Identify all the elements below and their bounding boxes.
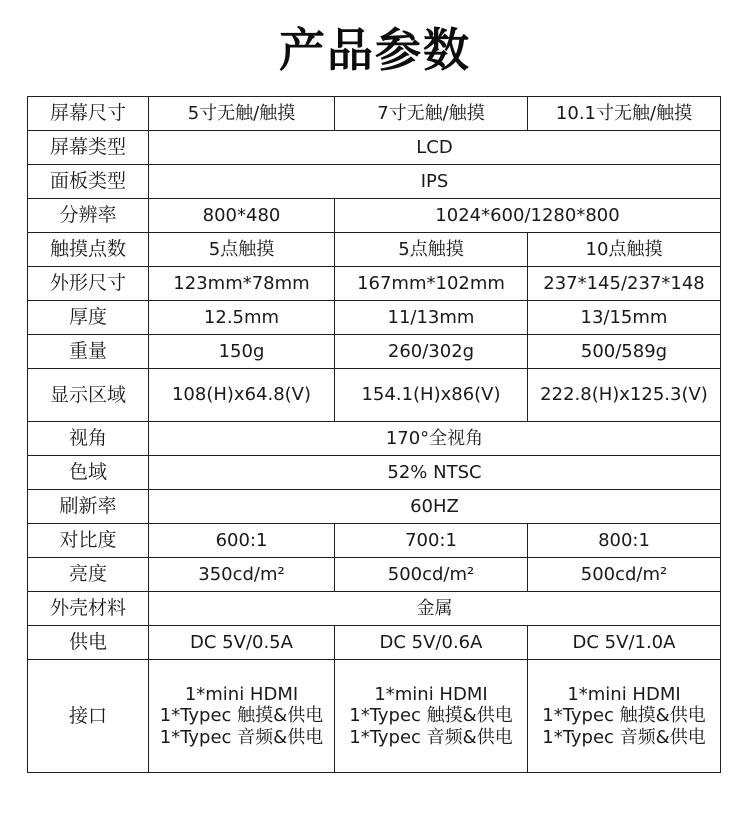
row-label: 亮度 xyxy=(28,558,149,592)
table-cell: 13/15mm xyxy=(528,301,721,335)
row-label: 面板类型 xyxy=(28,165,149,199)
interface-line: 1*mini HDMI xyxy=(374,683,488,705)
table-row xyxy=(28,592,721,626)
table-cell: 500cd/m² xyxy=(528,558,721,592)
table-row xyxy=(28,626,721,660)
row-label: 重量 xyxy=(28,335,149,369)
table-row xyxy=(28,199,721,233)
table-cell: 7寸无触/触摸 xyxy=(335,97,528,131)
interface-line: 1*Typec 音频&供电 xyxy=(349,726,513,748)
table-cell xyxy=(528,660,721,773)
table-row xyxy=(28,490,721,524)
table-cell: 5点触摸 xyxy=(335,233,528,267)
table-cell: 1024*600/1280*800 xyxy=(335,199,721,233)
table-cell: 500cd/m² xyxy=(335,558,528,592)
table-cell: 60HZ xyxy=(149,490,721,524)
table-cell: 170°全视角 xyxy=(149,422,721,456)
table-row xyxy=(28,558,721,592)
row-label: 供电 xyxy=(28,626,149,660)
table-row xyxy=(28,660,721,773)
table-cell: 123mm*78mm xyxy=(149,267,335,301)
interface-line: 1*Typec 触摸&供电 xyxy=(542,705,706,727)
table-cell: 800*480 xyxy=(149,199,335,233)
table-cell: 167mm*102mm xyxy=(335,267,528,301)
table-cell: 154.1(H)x86(V) xyxy=(335,369,528,422)
table-cell: 12.5mm xyxy=(149,301,335,335)
interface-line: 1*mini HDMI xyxy=(184,683,299,705)
spec-table xyxy=(27,96,721,773)
table-row xyxy=(28,97,721,131)
table-cell: DC 5V/0.6A xyxy=(335,626,528,660)
table-cell xyxy=(149,660,335,773)
row-label: 触摸点数 xyxy=(28,233,149,267)
table-cell: 108(H)x64.8(V) xyxy=(149,369,335,422)
table-cell: IPS xyxy=(149,165,721,199)
table-cell: 350cd/m² xyxy=(149,558,335,592)
table-cell: 222.8(H)x125.3(V) xyxy=(528,369,721,422)
table-cell: 52% NTSC xyxy=(149,456,721,490)
row-label: 分辨率 xyxy=(28,199,149,233)
table-cell: 5寸无触/触摸 xyxy=(149,97,335,131)
table-row xyxy=(28,369,721,422)
interface-line: 1*mini HDMI xyxy=(567,683,681,705)
table-cell: 800:1 xyxy=(528,524,721,558)
table-cell: 150g xyxy=(149,335,335,369)
row-label: 外形尺寸 xyxy=(28,267,149,301)
row-label: 屏幕类型 xyxy=(28,131,149,165)
table-cell: 5点触摸 xyxy=(149,233,335,267)
row-label: 刷新率 xyxy=(28,490,149,524)
interface-line: 1*Typec 触摸&供电 xyxy=(159,705,324,727)
table-row xyxy=(28,456,721,490)
row-label: 色域 xyxy=(28,456,149,490)
table-cell: 500/589g xyxy=(528,335,721,369)
table-cell: DC 5V/1.0A xyxy=(528,626,721,660)
table-cell: 237*145/237*148 xyxy=(528,267,721,301)
table-cell: 金属 xyxy=(149,592,721,626)
table-row xyxy=(28,267,721,301)
row-label: 屏幕尺寸 xyxy=(28,97,149,131)
table-row xyxy=(28,301,721,335)
page-title: 产品参数 xyxy=(279,23,471,77)
table-cell: 10点触摸 xyxy=(528,233,721,267)
table-row xyxy=(28,165,721,199)
row-label: 视角 xyxy=(28,422,149,456)
table-cell: 11/13mm xyxy=(335,301,528,335)
table-cell: 260/302g xyxy=(335,335,528,369)
table-row xyxy=(28,233,721,267)
table-cell: 700:1 xyxy=(335,524,528,558)
interface-line: 1*Typec 音频&供电 xyxy=(542,726,706,748)
table-row xyxy=(28,335,721,369)
row-label: 显示区域 xyxy=(28,369,149,422)
table-row xyxy=(28,524,721,558)
table-cell: DC 5V/0.5A xyxy=(149,626,335,660)
table-row xyxy=(28,422,721,456)
interface-line: 1*Typec 触摸&供电 xyxy=(349,705,513,727)
table-cell: LCD xyxy=(149,131,721,165)
interface-line: 1*Typec 音频&供电 xyxy=(159,726,324,748)
table-cell: 10.1寸无触/触摸 xyxy=(528,97,721,131)
table-cell: 600:1 xyxy=(149,524,335,558)
table-cell xyxy=(335,660,528,773)
table-row xyxy=(28,131,721,165)
row-label: 厚度 xyxy=(28,301,149,335)
row-label: 外壳材料 xyxy=(28,592,149,626)
row-label: 接口 xyxy=(28,660,149,773)
row-label: 对比度 xyxy=(28,524,149,558)
